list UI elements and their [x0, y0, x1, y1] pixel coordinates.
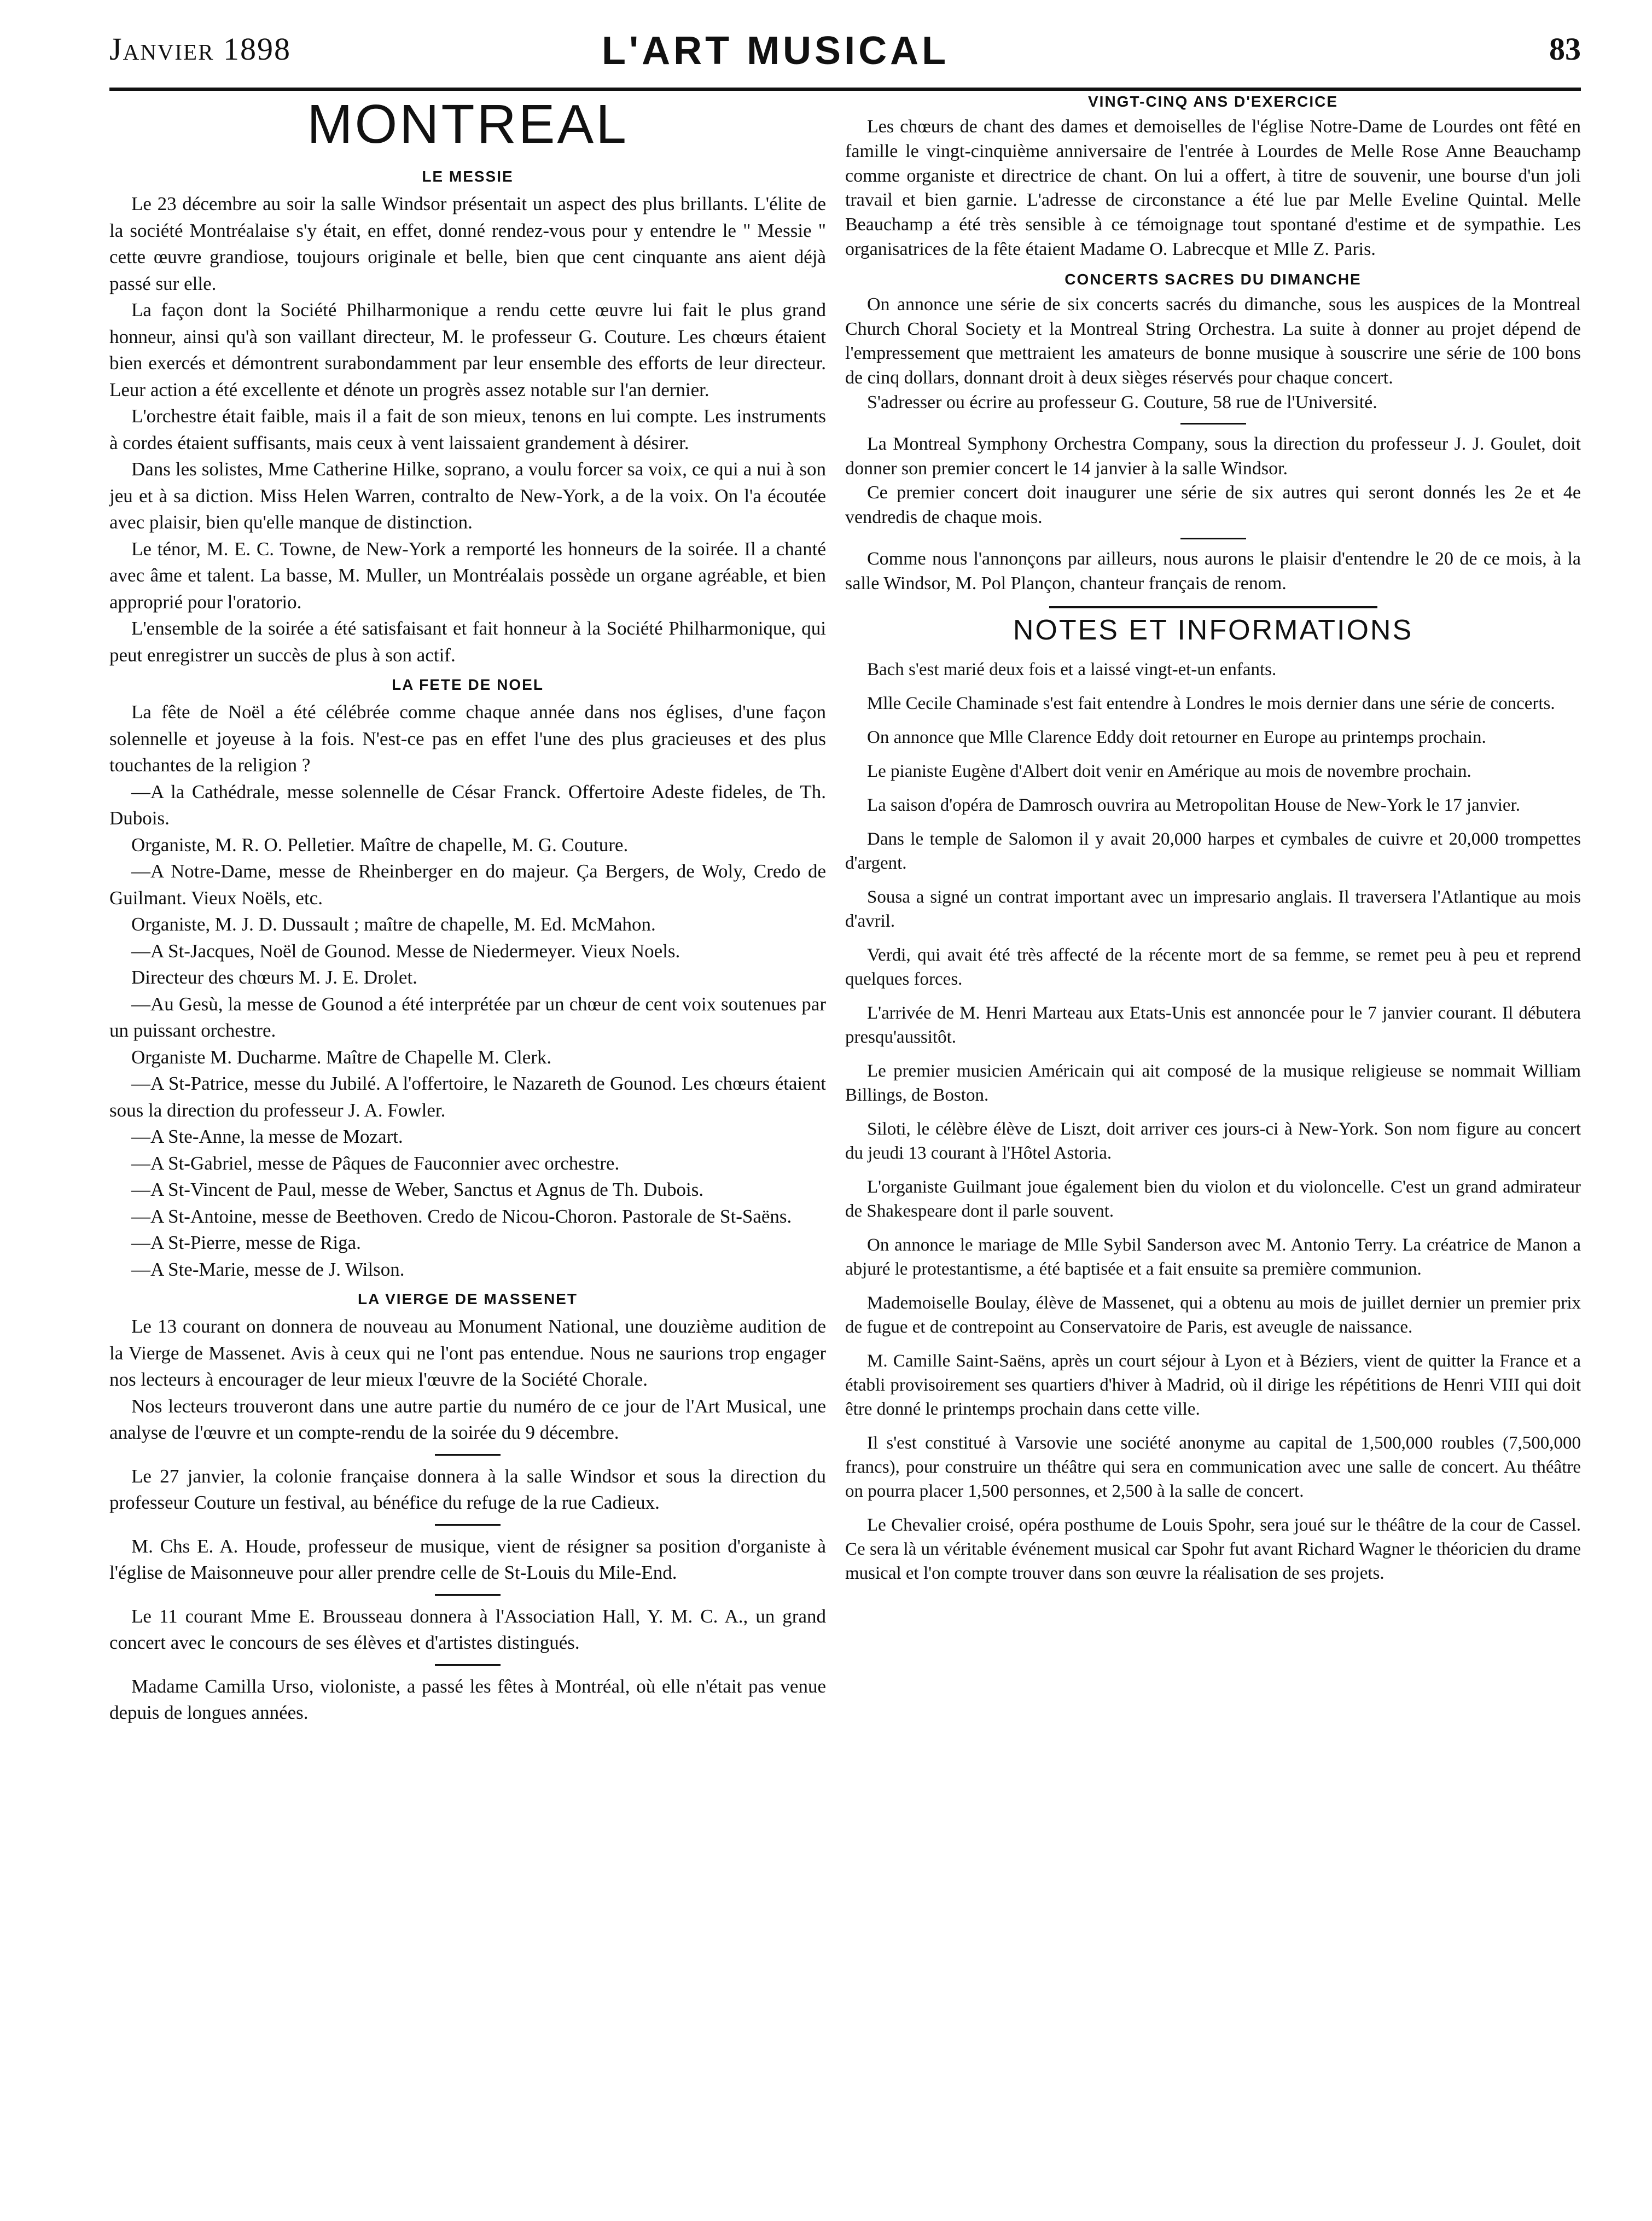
page-number: 83	[1549, 31, 1581, 67]
note-item: L'arrivée de M. Henri Marteau aux Etats-Unis est annoncée pour le 7 janvier courant. Il débutera presqu'aussitôt.	[845, 1003, 1581, 1047]
paragraph: —A St-Antoine, messe de Beethoven. Credo de Nicou-Choron. Pastorale de St-Saëns.	[131, 1205, 792, 1227]
right-column	[845, 93, 1581, 1595]
paragraph: Dans les solistes, Mme Catherine Hilke, soprano, a voulu forcer sa voix, ce qui a nui à son jeu et à sa diction. Miss Helen Warren, contralto de New-York, a de la voix. On l'a écoutée avec plaisir, bien qu'elle manque de distinction.	[109, 458, 826, 533]
separator-rule	[435, 1524, 501, 1526]
paragraph: —A St-Patrice, messe du Jubilé. A l'offertoire, le Nazareth de Gounod. Les chœurs étaient sous la direction du professeur J. A. Fowler.	[109, 1073, 826, 1121]
paragraph: On annonce une série de six concerts sacrés du dimanche, sous les auspices de la Montreal Church Choral Society et la Montreal String Orchestra. La suite à donner au projet dépend de l'empressement que mettraient les amateurs de bonne musique à souscrire une série de 100 bons de cinq dollars, donnant droit à deux sièges réservés pour chaque concert.	[845, 294, 1581, 388]
paragraph: Ce premier concert doit inaugurer une série de six autres qui seront donnés les 2e et 4e vendredis de chaque mois.	[845, 482, 1581, 528]
separator-rule	[435, 1664, 501, 1666]
separator-rule	[1180, 423, 1246, 425]
paragraph: L'orchestre était faible, mais il a fait de son mieux, tenons en lui compte. Les instruments à cordes étaient suffisants, mais ceux à vent laissaient grandement à désirer.	[109, 405, 826, 453]
masthead-title: L'ART MUSICAL	[602, 29, 950, 73]
issue-date: Janvier 1898	[109, 31, 291, 67]
paragraph: —A St-Vincent de Paul, messe de Weber, Sanctus et Agnus de Th. Dubois.	[131, 1179, 704, 1200]
notes-heading: NOTES ET INFORMATIONS	[1013, 614, 1413, 646]
note-item: Mlle Cecile Chaminade s'est fait entendre à Londres le mois dernier dans une série de concerts.	[867, 693, 1555, 713]
paragraph: La Montreal Symphony Orchestra Company, sous la direction du professeur J. J. Goulet, doit donner son premier concert le 14 janvier à la salle Windsor.	[845, 433, 1581, 479]
paragraph: Nos lecteurs trouveront dans une autre partie du numéro de ce jour de l'Art Musical, une analyse de l'œuvre et un compte-rendu de la soirée du 9 décembre.	[109, 1395, 826, 1443]
paragraph: —A la Cathédrale, messe solennelle de César Franck. Offertoire Adeste fideles, de Th. Dubois.	[109, 781, 826, 829]
note-item: Le premier musicien Américain qui ait composé de la musique religieuse se nommait William Billings, de Boston.	[845, 1061, 1581, 1105]
page-header	[109, 26, 1581, 86]
paragraph: Le 27 janvier, la colonie française donnera à la salle Windsor et sous la direction du professeur Couture un festival, au bénéfice du refuge de la rue Cadieux.	[109, 1465, 826, 1513]
note-item: Le pianiste Eugène d'Albert doit venir en Amérique au mois de novembre prochain.	[867, 761, 1471, 781]
note-item: Dans le temple de Salomon il y avait 20,000 harpes et cymbales de cuivre et 20,000 trompettes d'argent.	[845, 829, 1581, 873]
paragraph: L'ensemble de la soirée a été satisfaisant et fait honneur à la Société Philharmonique, qui peut enregistrer un succès de plus à son actif.	[109, 618, 826, 666]
paragraph: —A Notre-Dame, messe de Rheinberger en do majeur. Ça Bergers, de Woly, Credo de Guilmant. Vieux Noëls, etc.	[109, 861, 826, 909]
note-item: Sousa a signé un contrat important avec un impresario anglais. Il traversera l'Atlantique au mois d'avril.	[845, 887, 1581, 931]
paragraph: La fête de Noël a été célébrée comme chaque année dans nos églises, d'une façon solennelle et joyeuse à la fois. N'est-ce pas en effet l'une des plus gracieuses et des plus touchantes de la religion ?	[109, 701, 826, 776]
paragraph: —A St-Pierre, messe de Riga.	[131, 1232, 361, 1253]
section-heading-vierge: LA VIERGE DE MASSENET	[358, 1290, 578, 1307]
separator-rule	[435, 1594, 501, 1596]
paragraph: La façon dont la Société Philharmonique a rendu cette œuvre lui fait le plus grand honneur, ainsi qu'à son vaillant directeur, M. le professeur G. Couture. Les chœurs étaient bien exercés et démontrent surabondamment par leur ensemble des efforts de leur directeur. Leur action a été excellente et dénote un progrès assez notable sur l'an dernier.	[109, 299, 826, 400]
separator-rule	[435, 1454, 501, 1456]
note-item: On annonce que Mlle Clarence Eddy doit retourner en Europe au printemps prochain.	[867, 727, 1486, 747]
paragraph: Le ténor, M. E. C. Towne, de New-York a remporté les honneurs de la soirée. Il a chanté avec âme et talent. La basse, M. Muller, un Montréalais possède un organe agréable, et bien approprié pour l'oratorio.	[109, 538, 826, 613]
paragraph: —A St-Jacques, Noël de Gounod. Messe de Niedermeyer. Vieux Noels.	[131, 940, 680, 962]
separator-rule	[1180, 538, 1246, 539]
article-title: MONTREAL	[307, 94, 629, 155]
paragraph: Madame Camilla Urso, violoniste, a passé les fêtes à Montréal, où elle n'était pas venue depuis de longues années.	[109, 1675, 826, 1723]
paragraph: Directeur des chœurs M. J. E. Drolet.	[131, 967, 417, 988]
paragraph: Le 23 décembre au soir la salle Windsor présentait un aspect des plus brillants. L'élite de la société Montréalaise s'y était, en effet, donné rendez-vous pour y entendre le " Messie " cette œuvre grandiose, toujours originale et belle, bien que cent cinquante ans aient déjà passé sur elle.	[109, 193, 826, 294]
paragraph: M. Chs E. A. Houde, professeur de musique, vient de résigner sa position d'organiste à l'église de Maisonneuve pour aller prendre celle de St-Louis du Mile-End.	[109, 1535, 826, 1583]
paragraph: —A St-Gabriel, messe de Pâques de Fauconnier avec orchestre.	[131, 1152, 620, 1174]
note-item: La saison d'opéra de Damrosch ouvrira au Metropolitan House de New-York le 17 janvier.	[867, 795, 1520, 815]
note-item: L'organiste Guilmant joue également bien du violon et du violoncelle. C'est un grand admirateur de Shakespeare dont il parle souvent.	[845, 1177, 1581, 1221]
paragraph: Organiste, M. J. D. Dussault ; maître de chapelle, M. Ed. McMahon.	[131, 914, 656, 935]
section-heading-messie: LE MESSIE	[422, 168, 514, 185]
section-heading-concerts-sacres: CONCERTS SACRES DU DIMANCHE	[1065, 270, 1362, 288]
paragraph: Comme nous l'annonçons par ailleurs, nous aurons le plaisir d'entendre le 20 de ce mois, à la salle Windsor, M. Pol Plançon, chanteur français de renom.	[845, 548, 1581, 594]
paragraph: S'adresser ou écrire au professeur G. Couture, 58 rue de l'Université.	[867, 392, 1377, 412]
paragraph: —A Ste-Anne, la messe de Mozart.	[131, 1126, 403, 1147]
section-heading-vingt-cinq-ans: VINGT-CINQ ANS D'EXERCICE	[1088, 93, 1338, 110]
left-column	[109, 93, 826, 1726]
paragraph: Le 13 courant on donnera de nouveau au Monument National, une douzième audition de la Vierge de Massenet. Avis à ceux qui ne l'ont pas entendue. Nous ne saurions trop engager nos lecteurs à encourager de leur mieux l'œuvre de la Société Chorale.	[109, 1316, 826, 1390]
note-item: Il s'est constitué à Varsovie une société anonyme au capital de 1,500,000 roubles (7,500,000 francs), pour construire un théâtre qui sera en communication avec une salle de concert. Au théâtre on pourra placer 1,500 personnes, et 2,500 à la salle de concert.	[845, 1433, 1581, 1501]
paragraph: Les chœurs de chant des dames et demoiselles de l'église Notre-Dame de Lourdes ont fêté en famille le vingt-cinquième anniversaire de l'entrée à Lourdes de Melle Rose Anne Beauchamp comme organiste et directrice de chant. On lui a offert, à titre de souvenir, une bourse d'un joli travail et bien garnie. L'adresse de circonstance a été lue par Melle Eveline Quintal. Melle Beauchamp a été très sensible à ce témoignage tout spontané d'estime et de sympathie. Les organisatrices de la fête étaient Madame O. Labrecque et Mlle Z. Paris.	[845, 117, 1581, 259]
note-item: Verdi, qui avait été très affecté de la récente mort de sa femme, se remet peu à peu et reprend quelques forces.	[845, 945, 1581, 989]
notes-rule	[1049, 606, 1377, 608]
paragraph: Organiste, M. R. O. Pelletier. Maître de chapelle, M. G. Couture.	[131, 834, 629, 856]
paragraph: —Au Gesù, la messe de Gounod a été interprétée par un chœur de cent voix soutenues par un puissant orchestre.	[109, 993, 826, 1041]
note-item: Le Chevalier croisé, opéra posthume de Louis Spohr, sera joué sur le théâtre de la cour de Cassel. Ce sera là un véritable événement musical car Spohr fut avant Richard Wagner le théoricien du drame musical et l'on compte trouver dans son œuvre la réalisation de ses projets.	[845, 1515, 1581, 1583]
paragraph: Organiste M. Ducharme. Maître de Chapelle M. Clerk.	[131, 1046, 552, 1068]
note-item: On annonce le mariage de Mlle Sybil Sanderson avec M. Antonio Terry. La créatrice de Manon a abjuré le protestantisme, a été baptisée et a fait ensuite sa première communion.	[845, 1235, 1581, 1279]
note-item: Siloti, le célèbre élève de Liszt, doit arriver ces jours-ci à New-York. Son nom figure au concert du jeudi 13 courant à l'Hôtel Astoria.	[845, 1119, 1581, 1163]
note-item: M. Camille Saint-Saëns, après un court séjour à Lyon et à Béziers, vient de quitter la France et a établi provisoirement ses quartiers d'hiver à Madrid, où il dirige les répétitions de Henri VIII qui doit être donné le printemps prochain dans cette ville.	[845, 1351, 1581, 1419]
note-item: Bach s'est marié deux fois et a laissé vingt-et-un enfants.	[867, 659, 1277, 679]
note-item: Mademoiselle Boulay, élève de Massenet, qui a obtenu au mois de juillet dernier un premier prix de fugue et de contrepoint au Conservatoire de Paris, est aveugle de naissance.	[845, 1293, 1581, 1337]
header-rule	[109, 88, 1581, 91]
section-heading-noel: LA FETE DE NOEL	[392, 676, 544, 693]
paragraph: —A Ste-Marie, messe de J. Wilson.	[131, 1258, 405, 1280]
paragraph: Le 11 courant Mme E. Brousseau donnera à l'Association Hall, Y. M. C. A., un grand concert avec le concours de ses élèves et d'artistes distingués.	[109, 1605, 826, 1653]
